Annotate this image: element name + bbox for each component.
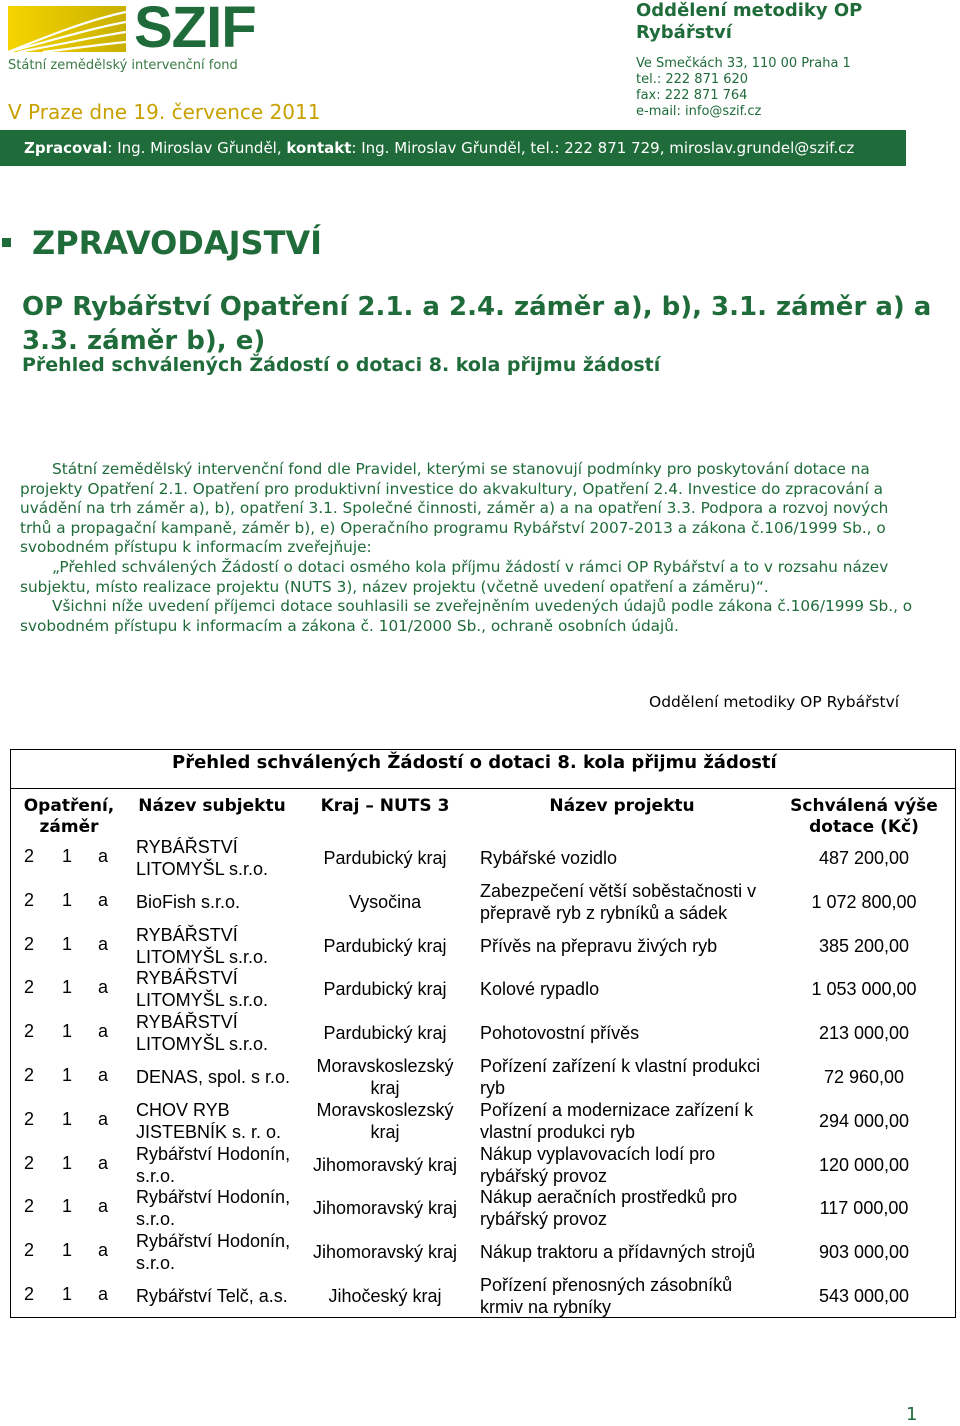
subject-cell: BioFish s.r.o.	[136, 891, 241, 912]
section-subtitle-2: Přehled schválených Žádostí o dotaci 8. kola přijmu žádostí	[22, 354, 661, 376]
logo-text: SZIF	[134, 0, 256, 60]
region-cell: Jihomoravský kraj	[312, 1154, 458, 1175]
amount-cell: 213 000,00	[818, 1023, 910, 1044]
project-cell: Nákup traktoru a přídavných strojů	[480, 1242, 756, 1263]
measure-m1-cell: 2	[24, 889, 35, 910]
measure-m3-cell: a	[98, 933, 109, 954]
measure-m3-cell: a	[98, 1284, 109, 1304]
amount-cell: 1 072 800,00	[811, 891, 917, 912]
paragraph-1: Státní zemědělský intervenční fond dle Pravidel, kterými se stanovují podmínky pro poskytování dotace na projekty Opatření 2.1. Opatření pro produktivní investice do akvakultury, Opatření 2.4. Investice do zpracování a uvádění na trh záměr a), b), opatření 3.1. Společné činnosti, záměr a) a na opatření 3.3. Podpora a rozvoj nových trhů a propagační kampaně, záměr b), e) Operačního programu Rybářství 2007-2013 a zákona č.106/1999 Sb., o svobodném přístupu k informacím zveřejňuje:	[20, 460, 889, 557]
measure-m2-cell: 1	[62, 1196, 73, 1217]
region-cell: Pardubický kraj	[323, 979, 447, 1000]
fax: fax: 222 871 764	[636, 88, 748, 103]
subject-cell: Rybářství Hodonín, s.r.o.	[136, 1143, 291, 1186]
region-cell: Vysočina	[348, 891, 422, 912]
subject-cell: Rybářství Hodonín, s.r.o.	[136, 1187, 291, 1230]
amount-cell: 120 000,00	[818, 1154, 910, 1175]
measure-m2-cell: 1	[62, 977, 73, 998]
amount-cell: 903 000,00	[818, 1242, 910, 1263]
region-cell: Moravskoslezský kraj	[316, 1099, 454, 1142]
measure-m1-cell: 2	[24, 1065, 35, 1085]
subject-cell: CHOV RYB JISTEBNÍK s. r. o.	[136, 1099, 282, 1142]
amount-cell: 1 053 000,00	[811, 979, 917, 1000]
measure-m1-cell: 2	[24, 1021, 35, 1042]
amount-cell: 117 000,00	[819, 1198, 909, 1219]
measure-m3-cell: a	[98, 1240, 109, 1261]
measure-m2-cell: 1	[62, 1021, 73, 1042]
signature-department: Oddělení metodiky OP Rybářství	[649, 693, 900, 711]
amount-cell: 487 200,00	[818, 847, 910, 868]
col-header-amount: Schválená výše dotace (Kč)	[790, 796, 938, 837]
subject-cell: RYBÁŘSTVÍ LITOMYŠL s.r.o.	[136, 924, 269, 967]
section-subtitle: OP Rybářství Opatření 2.1. a 2.4. záměr a), b), 3.1. záměr a) a 3.3. záměr b), e)	[22, 292, 932, 356]
amount-cell: 543 000,00	[818, 1285, 910, 1306]
measure-m1-cell: 2	[24, 1240, 35, 1261]
measure-m1-cell: 2	[24, 977, 35, 998]
measure-m3-cell: a	[98, 977, 109, 998]
measure-m2-cell: 1	[62, 1240, 73, 1261]
subject-cell: RYBÁŘSTVÍ LITOMYŠL s.r.o.	[136, 836, 269, 879]
section-title: ZPRAVODAJSTVÍ	[32, 224, 323, 262]
amount-cell: 385 200,00	[818, 935, 910, 956]
measure-m3-cell: a	[98, 889, 109, 910]
measure-m2-cell: 1	[62, 1065, 73, 1085]
project-cell: Rybářské vozidlo	[480, 847, 618, 868]
paragraph-2: „Přehled schválených Žádostí o dotaci osmého kola příjmu žádostí v rámci OP Rybářství a to v rozsahu název subjektu, místo realizace projektu (NUTS 3), název projektu (včetně uvedení opatření a záměru)“.	[20, 557, 889, 596]
measure-m2-cell: 1	[62, 846, 73, 866]
region-cell: Pardubický kraj	[323, 1023, 447, 1044]
amount-cell: 294 000,00	[818, 1110, 910, 1131]
subject-cell: Rybářství Telč, a.s.	[136, 1285, 288, 1306]
measure-m1-cell: 2	[24, 1284, 35, 1304]
section-bullet-icon	[2, 238, 11, 247]
col-header-subject: Název subjektu	[138, 796, 286, 816]
subject-cell: Rybářství Hodonín, s.r.o.	[136, 1231, 291, 1274]
project-cell: Pořízení zařízení k vlastní produkci ryb	[480, 1055, 761, 1098]
region-cell: Pardubický kraj	[323, 935, 447, 956]
subject-cell: RYBÁŘSTVÍ LITOMYŠL s.r.o.	[136, 968, 269, 1011]
table-heading-rule	[10, 788, 956, 789]
measure-m2-cell: 1	[62, 1152, 73, 1173]
amount-cell: 72 960,00	[823, 1066, 905, 1087]
measure-m1-cell: 2	[24, 933, 35, 954]
region-cell: Jihomoravský kraj	[312, 1242, 458, 1263]
project-cell: Kolové rypadlo	[480, 979, 600, 1000]
measure-m1-cell: 2	[24, 1152, 35, 1173]
table-heading: Přehled schválených Žádostí o dotaci 8. kola přijmu žádostí	[172, 752, 777, 773]
col-header-measure: Opatření, záměr	[23, 796, 115, 837]
measure-m3-cell: a	[98, 1152, 109, 1173]
project-cell: Nákup vyplavovacích lodí pro rybářský provoz	[480, 1143, 716, 1186]
page-number: 1	[906, 1404, 918, 1425]
project-cell: Zabezpečení větší soběstačnosti v přepravě ryb z rybníků a sádek	[480, 880, 757, 923]
contact-value: : Ing. Miroslav Gřunděl, tel.: 222 871 729, miroslav.grundel@szif.cz	[351, 139, 855, 157]
telephone: tel.: 222 871 620	[636, 72, 749, 87]
address: Ve Smečkách 33, 110 00 Praha 1	[636, 56, 851, 71]
project-cell: Přívěs na přepravu živých ryb	[480, 935, 718, 956]
department-title: Oddělení metodiky OP Rybářství	[636, 0, 863, 43]
measure-m3-cell: a	[98, 1021, 109, 1042]
subject-cell: DENAS, spol. s r.o.	[136, 1066, 291, 1087]
paragraph-3: Všichni níže uvedení příjemci dotace souhlasili se zveřejněním uvedených údajů podle zákona č.106/1999 Sb., o svobodném přístupu k informacím a zákona č. 101/2000 Sb., ochraně osobních údajů.	[20, 597, 913, 635]
processed-by-bar	[0, 130, 906, 166]
measure-m3-cell: a	[98, 1108, 109, 1129]
col-header-project: Název projektu	[549, 796, 695, 816]
processed-label: Zpracoval	[24, 139, 108, 157]
measure-m1-cell: 2	[24, 1196, 35, 1217]
project-cell: Nákup aeračních prostředků pro rybářský provoz	[480, 1187, 738, 1230]
region-cell: Moravskoslezský kraj	[316, 1055, 454, 1098]
measure-m3-cell: a	[98, 1196, 109, 1217]
region-cell: Pardubický kraj	[323, 847, 447, 868]
project-cell: Pořízení přenosných zásobníků krmiv na rybníky	[480, 1274, 733, 1317]
measure-m3-cell: a	[98, 1065, 109, 1085]
measure-m2-cell: 1	[62, 889, 73, 910]
processed-value: : Ing. Miroslav Gřunděl,	[107, 139, 287, 157]
measure-m1-cell: 2	[24, 846, 35, 866]
region-cell: Jihočeský kraj	[328, 1285, 442, 1306]
email: e-mail: info@szif.cz	[636, 104, 762, 119]
measure-m3-cell: a	[98, 846, 109, 866]
project-cell: Pohotovostní přívěs	[480, 1023, 640, 1044]
logo-subtitle: Státní zemědělský intervenční fond	[8, 58, 238, 73]
measure-m2-cell: 1	[62, 933, 73, 954]
date-line: V Praze dne 19. července 2011	[8, 100, 321, 124]
body-text	[20, 460, 922, 636]
subject-cell: RYBÁŘSTVÍ LITOMYŠL s.r.o.	[136, 1012, 269, 1055]
project-cell: Pořízení a modernizace zařízení k vlastní produkci ryb	[480, 1099, 754, 1142]
measure-m1-cell: 2	[24, 1108, 35, 1129]
szif-logo-stripes-icon	[8, 6, 126, 52]
department-contact	[636, 56, 851, 120]
region-cell: Jihomoravský kraj	[312, 1198, 458, 1219]
contact-label: kontakt	[286, 139, 352, 157]
measure-m2-cell: 1	[62, 1108, 73, 1129]
measure-m2-cell: 1	[62, 1284, 73, 1304]
col-header-region: Kraj – NUTS 3	[320, 796, 450, 816]
